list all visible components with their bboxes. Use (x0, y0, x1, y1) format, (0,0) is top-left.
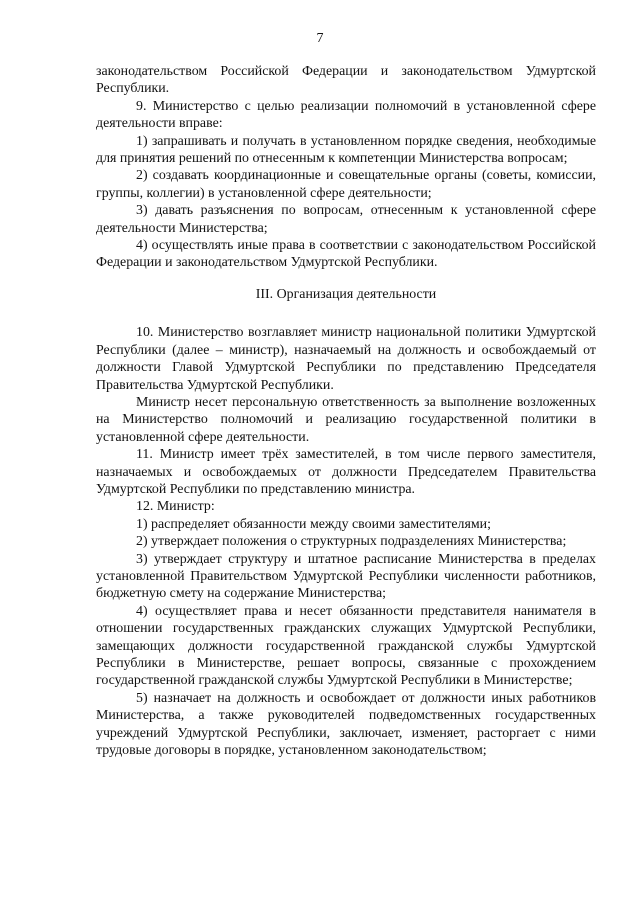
paragraph-item-12: 12. Министр: (136, 499, 215, 515)
paragraph-subitem-9-3: 3) давать разъяснения по вопросам, отнесенным к установленной сфере деятельности Министерства; (96, 203, 596, 236)
document-body (96, 63, 596, 759)
paragraph-subitem-12-3: 3) утверждает структуру и штатное расписание Министерства в пределах установленной Правительством Удмуртской Республики численности работников, бюджетную смету на содержание Министерства; (96, 551, 596, 602)
paragraph-subitem-9-4: 4) осуществлять иные права в соответствии с законодательством Российской Федерации и законодательством Удмуртской Республики. (96, 238, 596, 271)
section-heading: III. Организация деятельности (255, 286, 437, 302)
paragraph-subitem-12-2: 2) утверждает положения о структурных подразделениях Министерства; (136, 534, 567, 550)
paragraph-subitem-12-1: 1) распределяет обязанности между своими заместителями; (136, 516, 491, 532)
paragraph-item-9: 9. Министерство с целью реализации полномочий в установленной сфере деятельности вправе: (96, 98, 596, 132)
paragraph-minister-responsibility: Министр несет персональную ответственность за выполнение возложенных на Министерство полномочий и реализацию государственной политики в установленной сфере деятельности. (96, 394, 596, 445)
page-number: 7 (316, 31, 324, 46)
paragraph-subitem-9-2: 2) создавать координационные и совещательные органы (советы, комиссии, группы, коллегии) в установленной сфере деятельности; (96, 168, 596, 201)
paragraph-continuation: законодательством Российской Федерации и законодательством Удмуртской Республики. (96, 64, 596, 97)
paragraph-subitem-12-4: 4) осуществляет права и несет обязанности представителя нанимателя в отношении государственных гражданских служащих Удмуртской Республики, замещающих должности государственной гражданской службы Удмуртской Республики в Министерстве, решает вопросы, связанные с прохождением государственной гражданской службы Удмуртской Республики в Министерстве; (96, 603, 596, 689)
paragraph-item-11: 11. Министр имеет трёх заместителей, в том числе первого заместителя, назначаемых и освобождаемых от должности Председателем Правительства Удмуртской Республики по представлению министра. (96, 447, 596, 497)
paragraph-item-10: 10. Министерство возглавляет министр национальной политики Удмуртской Республики (далее – министр), назначаемый на должность и освобождаемый от должности Главой Удмуртской Республики по представлению Председателя Правительства Удмуртской Республики. (96, 325, 596, 393)
paragraph-subitem-12-5: 5) назначает на должность и освобождает от должности иных работников Министерства, а также руководителей подведомственных государственных учреждений Удмуртской Республики, заключает, изменяет, расторгает с ними трудовые договоры в порядке, установленном законодательством; (96, 690, 596, 759)
paragraph-subitem-9-1: 1) запрашивать и получать в установленном порядке сведения, необходимые для принятия решений по отнесенным к компетенции Министерства вопросам; (96, 133, 596, 167)
